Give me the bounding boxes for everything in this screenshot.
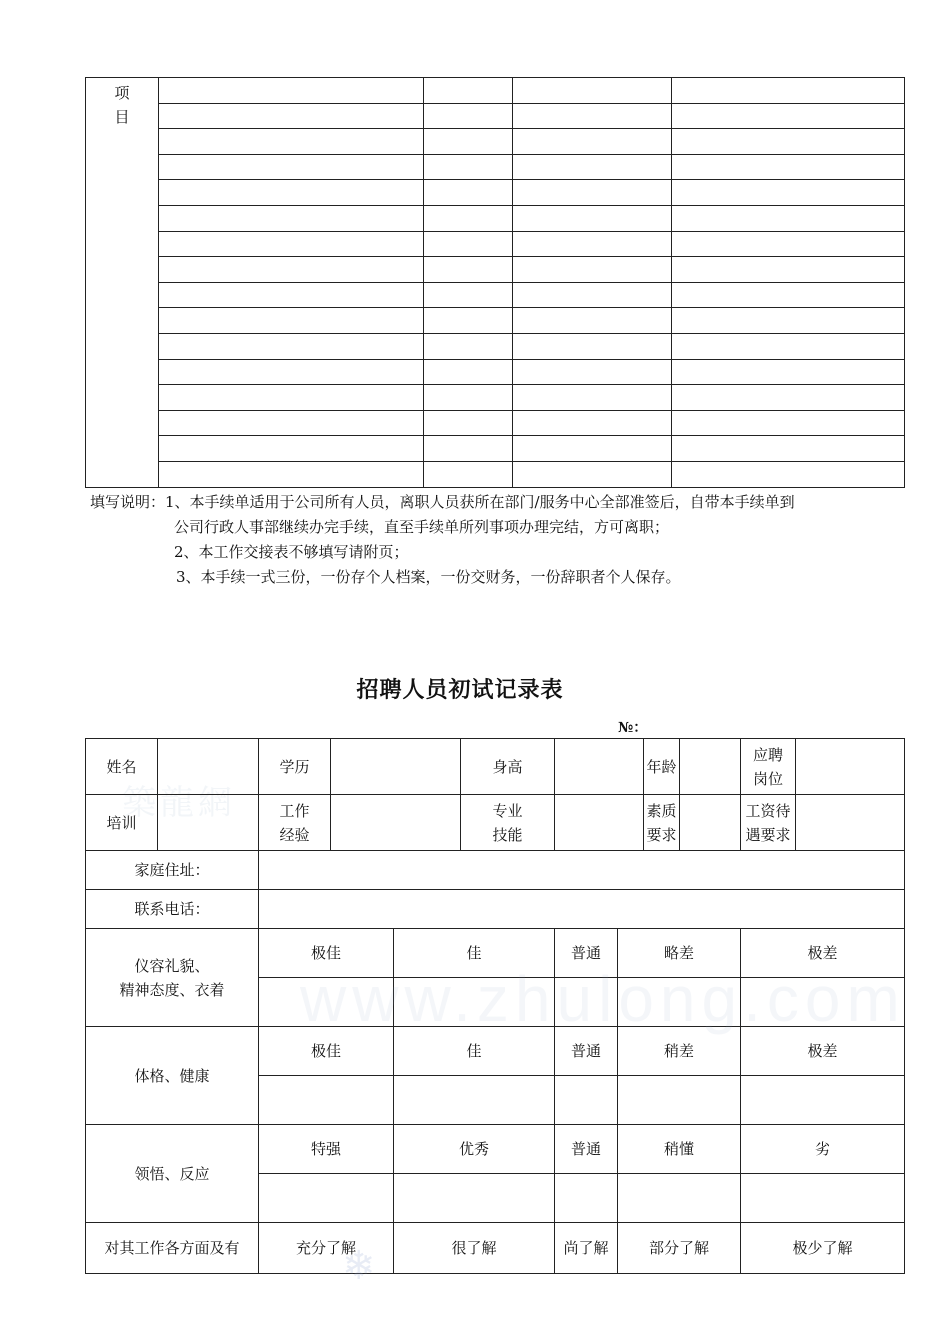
name-field[interactable]	[158, 739, 259, 795]
form-title: 招聘人员初试记录表	[356, 677, 564, 703]
quality-label: 素质 要求	[644, 795, 680, 851]
handover-cell[interactable]	[513, 180, 672, 206]
handover-row	[86, 78, 905, 104]
height-field[interactable]	[555, 739, 644, 795]
handover-cell[interactable]	[424, 154, 513, 180]
understanding-option: 部分了解	[618, 1223, 741, 1274]
handover-cell[interactable]	[424, 231, 513, 257]
handover-cell[interactable]	[513, 282, 672, 308]
health-check[interactable]	[259, 1076, 394, 1125]
handover-cell[interactable]	[672, 231, 905, 257]
handover-cell[interactable]	[424, 359, 513, 385]
handover-cell[interactable]	[159, 231, 424, 257]
handover-cell[interactable]	[672, 180, 905, 206]
handover-cell[interactable]	[424, 257, 513, 283]
handover-row	[86, 103, 905, 129]
comprehension-option: 优秀	[394, 1125, 555, 1174]
comprehension-check[interactable]	[618, 1174, 741, 1223]
handover-row	[86, 282, 905, 308]
note-line-1: 填写说明：1、本手续单适用于公司所有人员，离职人员获所在部门/服务中心全部准签后，自带本手续单到	[90, 493, 795, 511]
position-field[interactable]	[796, 739, 905, 795]
handover-cell[interactable]	[513, 78, 672, 104]
comprehension-option: 稍懂	[618, 1125, 741, 1174]
handover-cell[interactable]	[159, 436, 424, 462]
handover-cell[interactable]	[672, 205, 905, 231]
handover-cell[interactable]	[513, 154, 672, 180]
handover-row	[86, 359, 905, 385]
appearance-check[interactable]	[741, 978, 905, 1027]
comprehension-check[interactable]	[555, 1174, 618, 1223]
handover-cell[interactable]	[159, 333, 424, 359]
handover-cell[interactable]	[513, 129, 672, 155]
height-label: 身高	[461, 739, 555, 795]
age-label: 年龄	[644, 739, 680, 795]
skills-label: 专业 技能	[461, 795, 555, 851]
comprehension-option: 特强	[259, 1125, 394, 1174]
handover-cell[interactable]	[672, 410, 905, 436]
appearance-option: 略差	[618, 929, 741, 978]
handover-row	[86, 129, 905, 155]
handover-cell[interactable]	[513, 205, 672, 231]
appearance-check[interactable]	[394, 978, 555, 1027]
handover-cell[interactable]	[513, 333, 672, 359]
handover-row	[86, 308, 905, 334]
handover-cell[interactable]	[672, 461, 905, 487]
appearance-check[interactable]	[555, 978, 618, 1027]
handover-row	[86, 231, 905, 257]
handover-cell[interactable]	[513, 257, 672, 283]
handover-cell[interactable]	[424, 78, 513, 104]
handover-cell[interactable]	[513, 461, 672, 487]
health-option: 普通	[555, 1027, 618, 1076]
fill-instructions	[90, 490, 910, 590]
handover-cell[interactable]	[159, 205, 424, 231]
phone-field[interactable]	[259, 890, 905, 929]
serial-number-label: №：	[618, 720, 648, 736]
health-check[interactable]	[741, 1076, 905, 1125]
handover-cell[interactable]	[159, 410, 424, 436]
watermark-cn: 築龍網	[122, 783, 236, 823]
understanding-label: 对其工作各方面及有	[86, 1223, 259, 1274]
name-label: 姓名	[86, 739, 158, 795]
handover-cell[interactable]	[513, 436, 672, 462]
handover-cell[interactable]	[513, 103, 672, 129]
appearance-label: 仪容礼貌、 精神态度、衣着	[86, 929, 259, 1027]
interview-form-table	[85, 738, 905, 1274]
handover-row	[86, 385, 905, 411]
appearance-option: 佳	[394, 929, 555, 978]
handover-cell[interactable]	[159, 180, 424, 206]
appearance-option: 极佳	[259, 929, 394, 978]
health-check[interactable]	[555, 1076, 618, 1125]
handover-row	[86, 154, 905, 180]
handover-row	[86, 333, 905, 359]
health-check[interactable]	[618, 1076, 741, 1125]
comprehension-option: 劣	[741, 1125, 905, 1174]
note-line-3: 2、本工作交接表不够填写请附页；	[174, 543, 409, 561]
handover-cell[interactable]	[159, 78, 424, 104]
understanding-option: 充分了解	[259, 1223, 394, 1274]
handover-cell[interactable]	[424, 461, 513, 487]
handover-cell[interactable]	[513, 359, 672, 385]
handover-cell[interactable]	[672, 129, 905, 155]
salary-field[interactable]	[796, 795, 905, 851]
appearance-check[interactable]	[259, 978, 394, 1027]
handover-cell[interactable]	[424, 385, 513, 411]
handover-cell[interactable]	[513, 308, 672, 334]
handover-cell[interactable]	[159, 103, 424, 129]
quality-field[interactable]	[680, 795, 741, 851]
project-label: 项 目	[86, 78, 159, 488]
handover-cell[interactable]	[672, 154, 905, 180]
handover-cell[interactable]	[672, 385, 905, 411]
address-field[interactable]	[259, 851, 905, 890]
note-line-2: 公司行政人事部继续办完手续，直至手续单所列事项办理完结，方可离职；	[174, 518, 670, 536]
handover-cell[interactable]	[672, 257, 905, 283]
handover-cell[interactable]	[159, 282, 424, 308]
understanding-option: 极少了解	[741, 1223, 905, 1274]
handover-cell[interactable]	[672, 333, 905, 359]
handover-cell[interactable]	[672, 78, 905, 104]
handover-cell[interactable]	[424, 282, 513, 308]
handover-cell[interactable]	[672, 436, 905, 462]
understanding-option: 很了解	[394, 1223, 555, 1274]
handover-cell[interactable]	[424, 103, 513, 129]
health-check[interactable]	[394, 1076, 555, 1125]
training-label: 培训	[86, 795, 158, 851]
watermark: www.zhulong.com	[300, 963, 906, 1035]
comprehension-check[interactable]	[741, 1174, 905, 1223]
handover-cell[interactable]	[159, 129, 424, 155]
handover-row	[86, 410, 905, 436]
health-option: 稍差	[618, 1027, 741, 1076]
handover-cell[interactable]	[424, 333, 513, 359]
appearance-option: 普通	[555, 929, 618, 978]
handover-cell[interactable]	[672, 282, 905, 308]
snowflake-logo-icon: ❄	[342, 1243, 376, 1289]
health-option: 极佳	[259, 1027, 394, 1076]
phone-label: 联系电话：	[86, 890, 259, 929]
comprehension-check[interactable]	[394, 1174, 555, 1223]
health-label: 体格、健康	[86, 1027, 259, 1125]
handover-cell[interactable]	[672, 103, 905, 129]
experience-field[interactable]	[331, 795, 461, 851]
handover-cell[interactable]	[672, 359, 905, 385]
salary-label: 工资待 遇要求	[741, 795, 796, 851]
comprehension-label: 领悟、反应	[86, 1125, 259, 1223]
handover-cell[interactable]	[159, 154, 424, 180]
training-field[interactable]	[158, 795, 259, 851]
understanding-option: 尚了解	[555, 1223, 618, 1274]
handover-cell[interactable]	[424, 436, 513, 462]
handover-row	[86, 436, 905, 462]
education-label: 学历	[259, 739, 331, 795]
handover-cell[interactable]	[424, 308, 513, 334]
handover-cell[interactable]	[159, 308, 424, 334]
comprehension-check[interactable]	[259, 1174, 394, 1223]
handover-cell[interactable]	[159, 257, 424, 283]
handover-table	[85, 77, 905, 488]
skills-field[interactable]	[555, 795, 644, 851]
position-label: 应聘 岗位	[741, 739, 796, 795]
health-option: 极差	[741, 1027, 905, 1076]
handover-cell[interactable]	[424, 180, 513, 206]
comprehension-option: 普通	[555, 1125, 618, 1174]
handover-cell[interactable]	[513, 410, 672, 436]
handover-cell[interactable]	[159, 461, 424, 487]
handover-cell[interactable]	[424, 129, 513, 155]
handover-row	[86, 180, 905, 206]
note-line-4: 3、本手续一式三份，一份存个人档案，一份交财务，一份辞职者个人保存。	[176, 568, 681, 586]
handover-row	[86, 257, 905, 283]
handover-cell[interactable]	[424, 410, 513, 436]
handover-cell[interactable]	[513, 385, 672, 411]
handover-cell[interactable]	[424, 205, 513, 231]
education-field[interactable]	[331, 739, 461, 795]
handover-cell[interactable]	[513, 231, 672, 257]
experience-label: 工作 经验	[259, 795, 331, 851]
handover-cell[interactable]	[672, 308, 905, 334]
age-field[interactable]	[680, 739, 741, 795]
address-label: 家庭住址：	[86, 851, 259, 890]
appearance-option: 极差	[741, 929, 905, 978]
appearance-check[interactable]	[618, 978, 741, 1027]
handover-row	[86, 461, 905, 487]
handover-cell[interactable]	[159, 385, 424, 411]
health-option: 佳	[394, 1027, 555, 1076]
handover-row	[86, 205, 905, 231]
handover-cell[interactable]	[159, 359, 424, 385]
